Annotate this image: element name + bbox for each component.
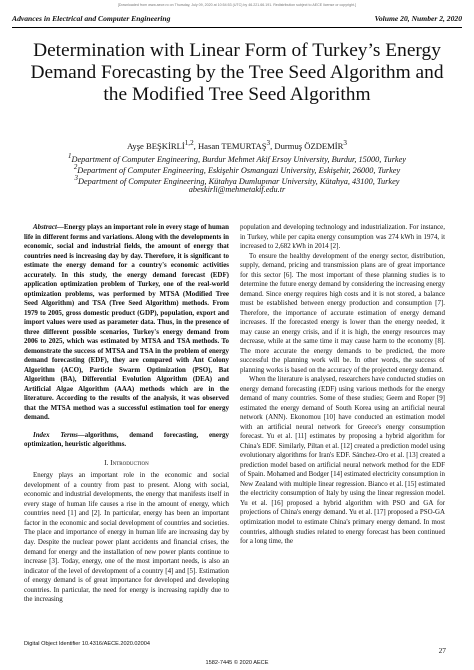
affiliation-2-text: Department of Computer Engineering, Eskişehir Osmangazi University, Eskişehir, 26000, Turkey: [77, 165, 401, 175]
affiliation-3-number: 3: [74, 175, 78, 182]
author-1: Ayşe BEŞKİRLİ: [127, 140, 185, 151]
abstract-text: —Energy plays an important role in every stage of human life in different forms and variations. Along with the developments in economic, social and industrial fields, the amount of energy that countries need is increasing day by day. Therefore, it is significant to estimate the energy demand for a country's economic activities accurately. In this study, the energy demand forecast (EDF) application optimization problem of Turkey, one of the real-world optimization problems, was performed by MTSA (Modified Tree Seed Algorithm) and TSA (Tree Seed Algorithm) methods. From 1979 to 2005, gross domestic product (GDP), population, export and import values were used as parameter data. Thus, in the presence of three different possible scenarios, Turkey's energy demand from 2006 to 2025, which was estimated by MTSA and TSA methods. To demonstrate the success of MTSA and TSA in the problem of energy demand forecasting (EDF), they are compared with Ant Colony Algorithm (ACO), Particle Swarm Optimization (PSO), Bat Algorithm (BA), Differential Evolution Algorithm (DEA) and Artificial Algae Algorithm (AAA) methods which are in the literature. According to the results of the analysis, it was observed that the MTSA method was a successful estimation tool for energy demand.: [24, 223, 229, 422]
affiliation-2-number: 2: [73, 164, 78, 171]
index-terms-text: —algorithms, demand forecasting, energy optimization, heuristic algorithms.: [24, 430, 229, 449]
header-rule: [12, 27, 462, 28]
abstract-label: Abstract: [33, 223, 57, 231]
author-2: , Hasan TEMURTAŞ: [193, 140, 267, 151]
author-3-affil: 3: [343, 139, 347, 147]
right-paragraph-3: When the literature is analysed, researchers have conducted studies on energy demand forecasting (EDF) using various methods for the energy demand of many countries. Some of these studies; Geem and Roper [9] estimated the energy demand of South Korea using an artificial neural network (ANN). Ekonomou [10] have conducted an estimation model with an artificial neural network for Greece's energy consumption forecast. Yu et al. [11] estimates by proposing a hybrid algorithm for China's EDF. Similarly, Piltan et al. [12] created a prediction model using evolutionary algorithms for Iran's EDF. Sánchez-Oro et al. [13] created a prediction model based on artificial neural network method for the EDF of Spain. Mohamed and Bodger [14] estimated electricity consumption in New Zealand with multiple linear regression. Bianco et al. [15] estimated the electricity consumption of Italy by using the linear regression model. Yu et al. [16] proposed a hybrid algorithm with PSO and GA for projections of China's energy demand. Yu et al. [17] proposed a PSO-GA optimization model to estimate China's primary energy demand. In most countries, although studies related to energy forecast has been continued for a long time, the: [240, 375, 445, 546]
right-paragraph-1: population and developing technology and industrialization. For instance, in Turkey, while per capita energy consumption was 274 kWh in 1974, it increased to 2,682 kWh in 2014 [2].: [240, 223, 445, 251]
journal-header: [12, 14, 462, 26]
paper-title: Determination with Linear Form of Turkey’s Energy Demand Forecasting by the Tree Seed Algorithm and the Modified Tree Seed Algorithm: [30, 40, 444, 105]
page-number: 27: [438, 646, 446, 655]
right-column: [240, 223, 445, 547]
index-terms-label: Index Terms: [33, 430, 78, 439]
author-email: abeskirli@mehmetakif.edu.tr: [188, 185, 286, 194]
intro-paragraph: Energy plays an important role in the economic and social development of a country from past to present. Along with social, economic and industrial developments, the energy that manifests itself in every stage of human life causes a rise in the amount of energy, which countries need [1] and [2]. In particular, energy has been an important factor in the economic and social development of countries and societies. The place and importance of energy in human life are increasing day by day. Despite the nuclear power plant accidents and financial crises, the demand for energy and the installation of new power plants continue to increase [3]. Today, energy, one of the most important needs, is also an indicator of the level of development of a country [4] and [5]. Estimation of energy demand is of great importance for developed and developing countries. In particular, the need for energy is increasing rapidly due to the increasing: [24, 471, 229, 604]
download-banner: [Downloaded from www.aece.ro on Thursday, July 09, 2020 at 10:54:53 (UTC) by 46.221.66.191. Redistribution subject to AECE license or copyright.]: [117, 3, 357, 7]
footer-issn: 1582-7445 © 2020 AECE: [205, 660, 269, 666]
journal-volume: Volume 20, Number 2, 2020: [374, 14, 462, 23]
affiliation-1-text: Department of Computer Engineering, Burdur Mehmet Akif Ersoy University, Burdur, 15000, Turkey: [71, 154, 406, 164]
author-2-affil: 3: [266, 139, 271, 147]
author-1-affil: 1,2: [184, 139, 194, 147]
footer-doi: Digital Object Identifier 10.4316/AECE.2020.02004: [24, 641, 150, 647]
section-heading-introduction: I. Introduction: [104, 458, 149, 467]
index-terms: [24, 431, 229, 450]
journal-name: Advances in Electrical and Computer Engineering: [12, 14, 171, 23]
abstract: [24, 223, 229, 423]
affiliation-1-number: 1: [68, 153, 72, 160]
author-3: , Durmuş ÖZDEMİR: [270, 140, 344, 151]
affiliation-3-text: Department of Computer Engineering, Kütahya Dumlupınar University, Kütahya, 43100, Turkey: [77, 176, 400, 186]
left-column: [24, 223, 229, 605]
right-paragraph-2: To ensure the healthy development of the energy sector, distribution, supply, demand, pricing and transmission plans are of great importance for this sector [6]. The most important of these planning studies is to determine the future energy demand by considering the increasing energy demand. Since energy requires high costs and it is not stored, a balance must be established between energy production and consumption [7]. Therefore, the importance of accurate estimation of energy demand increases. If the forecasted energy is lower than the energy needed, it may cause an energy crisis, and if it is high, the energy resources may decrease, while at the same time it may cause harm to the economy [8]. The more accurate the energy demands to be predicted, the more successful the planning work will be. In other words, the success of planning works is based on the accuracy of the projected energy demand.: [240, 251, 445, 374]
